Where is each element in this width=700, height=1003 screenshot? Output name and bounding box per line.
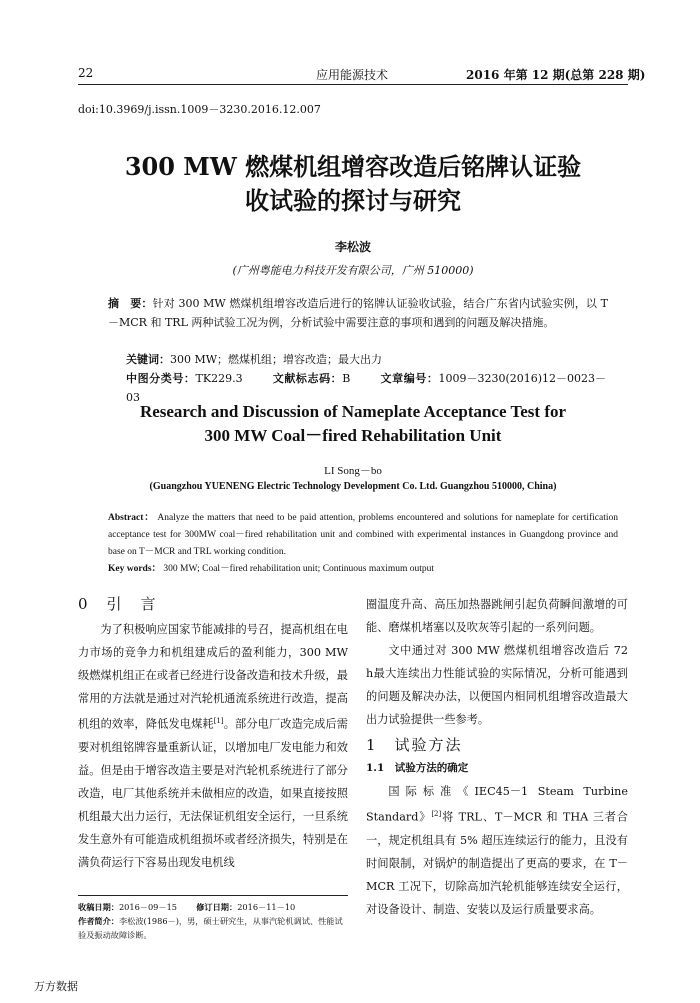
doi: doi:10.3969/j.issn.1009－3230.2016.12.007	[78, 103, 321, 116]
article-no-label: 文章编号：	[380, 372, 439, 385]
intro-text-2: 。部分电厂改造完成后需要对机组铭牌容量重新认证，以增加电厂发电能力和效益。但是由于增容改造主要是对汽轮机系统进行了部分改造，电厂其他系统并未做相应的改造，如果直接按照机组最大出力运行，无法保证机组安全运行，一旦系统发生意外有可能造成机组损坏或者经济损失，特别是在满负荷运行下容易出现发电机线	[78, 717, 348, 869]
header-rule	[78, 84, 628, 85]
doc-code-label: 文献标志码：	[272, 372, 343, 385]
abstract-en-label: Abstract：	[108, 513, 155, 523]
method-paragraph	[366, 780, 628, 921]
watermark: 万方数据	[34, 980, 78, 993]
author-cn: 李松波	[334, 240, 371, 254]
title-en-line2: 300 MW Coal－fired Rehabilitation Unit	[204, 426, 502, 445]
article-no-value: 1009－3230(2016)12－0023－03	[126, 372, 607, 404]
abstract-en-text: Analyze the matters that need to be paid attention, problems encountered and solutions for nameplate for certification acceptance test for 300MW coal－fired rehabilitation unit and combined with experimental instances in Guangdong province and base on T－MCR and TRL working condition.	[108, 513, 618, 557]
revised-label: 修订日期：	[196, 902, 238, 912]
received-date: 2016－09－15	[118, 902, 178, 912]
section1-heading: 1 试验方法	[366, 736, 463, 754]
right-column	[366, 593, 628, 921]
footnote	[78, 900, 348, 942]
revised-date: 2016－11－10	[237, 902, 296, 912]
intro-paragraph-1-cont: 圈温度升高、高压加热器跳闸引起负荷瞬间激增的可能、磨煤机堵塞以及吹灰等引起的一系列问题。	[366, 598, 628, 634]
left-column	[78, 593, 348, 874]
keywords-cn-text: 300 MW；燃煤机组；增容改造；最大出力	[170, 353, 383, 366]
keywords-cn	[126, 350, 566, 369]
received-label: 收稿日期：	[78, 902, 119, 912]
title-cn-line2: 收试验的探讨与研究	[245, 186, 461, 215]
clc-value: TK229.3	[195, 372, 243, 385]
keywords-en-text: 300 MW; Coal－fired rehabilitation unit; Continuous maximum output	[163, 564, 435, 574]
clc-label: 中图分类号：	[126, 372, 196, 385]
intro-text-1: 为了积极响应国家节能减排的号召，提高机组在电力市场的竞争力和机组建成后的盈利能力，300 MW 级燃煤机组正在或者已经进行设备改造和技术升级，最常用的方法就是通过对汽轮机通流系统进行改造，提高机组的效率，降低发电煤耗	[78, 623, 348, 731]
method-text-2: 将 TRL、T－MCR 和 THA 三者合一，规定机组具有 5% 超压连续运行的能力，且没有时间限制，对锅炉的制造提出了更高的要求，在 T－MCR 工况下，切除高加汽轮机能够连续安全运行，对设备设计、制造、安装以及运行质量要求高。	[366, 810, 628, 916]
doc-code-value: B	[342, 372, 351, 385]
author-info: 李松波(1986－)，男，硕士研究生，从事汽轮机调试、性能试验及振动故障诊断。	[78, 916, 343, 940]
title-en-line1: Research and Discussion of Nameplate Acceptance Test for	[139, 402, 567, 421]
method-text-1: 国际标准《IEC45－1 Steam Turbine Standard》	[366, 785, 628, 824]
section0-heading: 0 引 言	[78, 595, 158, 613]
affiliation-cn: (广州粤能电力科技开发有限公司，广州 510000)	[232, 264, 474, 277]
author-info-label: 作者简介：	[78, 916, 119, 926]
abstract-cn	[108, 294, 608, 332]
author-en: LI Song－bo	[324, 465, 382, 477]
footnote-rule	[78, 895, 348, 896]
title-cn-line1: 300 MW 燃煤机组增容改造后铭牌认证验	[124, 152, 582, 181]
intro-paragraph-1	[78, 618, 348, 874]
ref-1: [1]	[213, 717, 224, 725]
abstract-cn-text: 针对 300 MW 燃煤机组增容改造后进行的铭牌认证验收试验，结合广东省内试验实例，以 T－MCR 和 TRL 两种试验工况为例，分析试验中需要注意的事项和遇到的问题及解决措施。	[108, 297, 609, 329]
intro-paragraph-2: 文中通过对 300 MW 燃煤机组增容改造后 72 h最大连续出力性能试验的实际情况，分析可能遇到的问题及解决办法，以便国内相同机组增容改造最大出力试验提供一些参考。	[366, 644, 628, 726]
affiliation-en: (Guangzhou YUENENG Electric Technology Development Co. Ltd. Guangzhou 510000, China)	[149, 481, 557, 492]
section1-1-heading: 1.1 试验方法的确定	[366, 762, 469, 774]
page-number: 22	[78, 66, 94, 80]
keywords-cn-label: 关键词：	[126, 353, 170, 366]
keywords-en-label: Key words：	[108, 564, 162, 574]
abstract-en	[108, 510, 618, 578]
abstract-cn-label: 摘 要：	[108, 297, 153, 310]
issue-info: 2016 年第 12 期(总第 228 期)	[466, 68, 646, 82]
journal-name: 应用能源技术	[316, 68, 389, 82]
ref-2: [2]	[431, 810, 442, 818]
